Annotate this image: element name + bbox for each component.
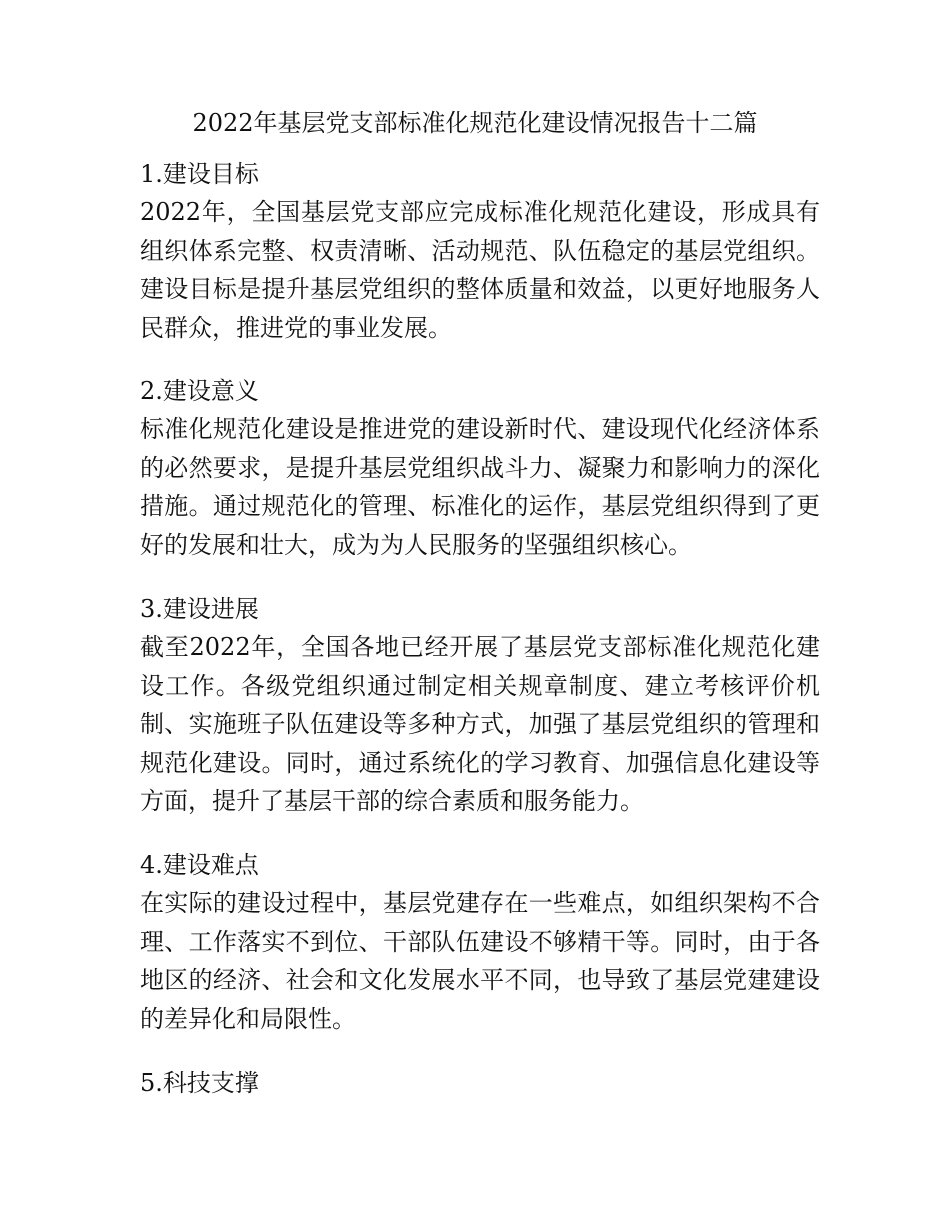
section-4 [140, 846, 820, 1038]
section-3 [140, 590, 820, 821]
section-body: 截至2022年，全国各地已经开展了基层党支部标准化规范化建设工作。各级党组织通过制定相关规章制度、建立考核评价机制、实施班子队伍建设等多种方式，加强了基层党组织的管理和规范化建设。同时，通过系统化的学习教育、加强信息化建设等方面，提升了基层干部的综合素质和服务能力。 [140, 633, 820, 815]
section-heading: 5.科技支撑 [140, 1069, 259, 1097]
section-2 [140, 372, 820, 564]
section-body: 在实际的建设过程中，基层党建存在一些难点，如组织架构不合理、工作落实不到位、干部队伍建设不够精干等。同时，由于各地区的经济、社会和文化发展水平不同，也导致了基层党建建设的差异化和局限性。 [140, 889, 820, 1033]
section-body: 2022年，全国基层党支部应完成标准化规范化建设，形成具有组织体系完整、权责清晰、活动规范、队伍稳定的基层党组织。建设目标是提升基层党组织的整体质量和效益，以更好地服务人民群众，推进党的事业发展。 [140, 198, 820, 342]
section-heading: 3.建设进展 [140, 595, 259, 623]
section-1 [140, 155, 820, 347]
section-heading: 4.建设难点 [140, 851, 259, 879]
document-title: 2022年基层党支部标准化规范化建设情况报告十二篇 [192, 109, 758, 137]
section-5 [140, 1064, 820, 1102]
section-heading: 2.建设意义 [140, 377, 259, 405]
section-heading: 1.建设目标 [140, 160, 259, 188]
section-body: 标准化规范化建设是推进党的建设新时代、建设现代化经济体系的必然要求，是提升基层党组织战斗力、凝聚力和影响力的深化措施。通过规范化的管理、标准化的运作，基层党组织得到了更好的发展和壮大，成为为人民服务的坚强组织核心。 [140, 415, 820, 559]
